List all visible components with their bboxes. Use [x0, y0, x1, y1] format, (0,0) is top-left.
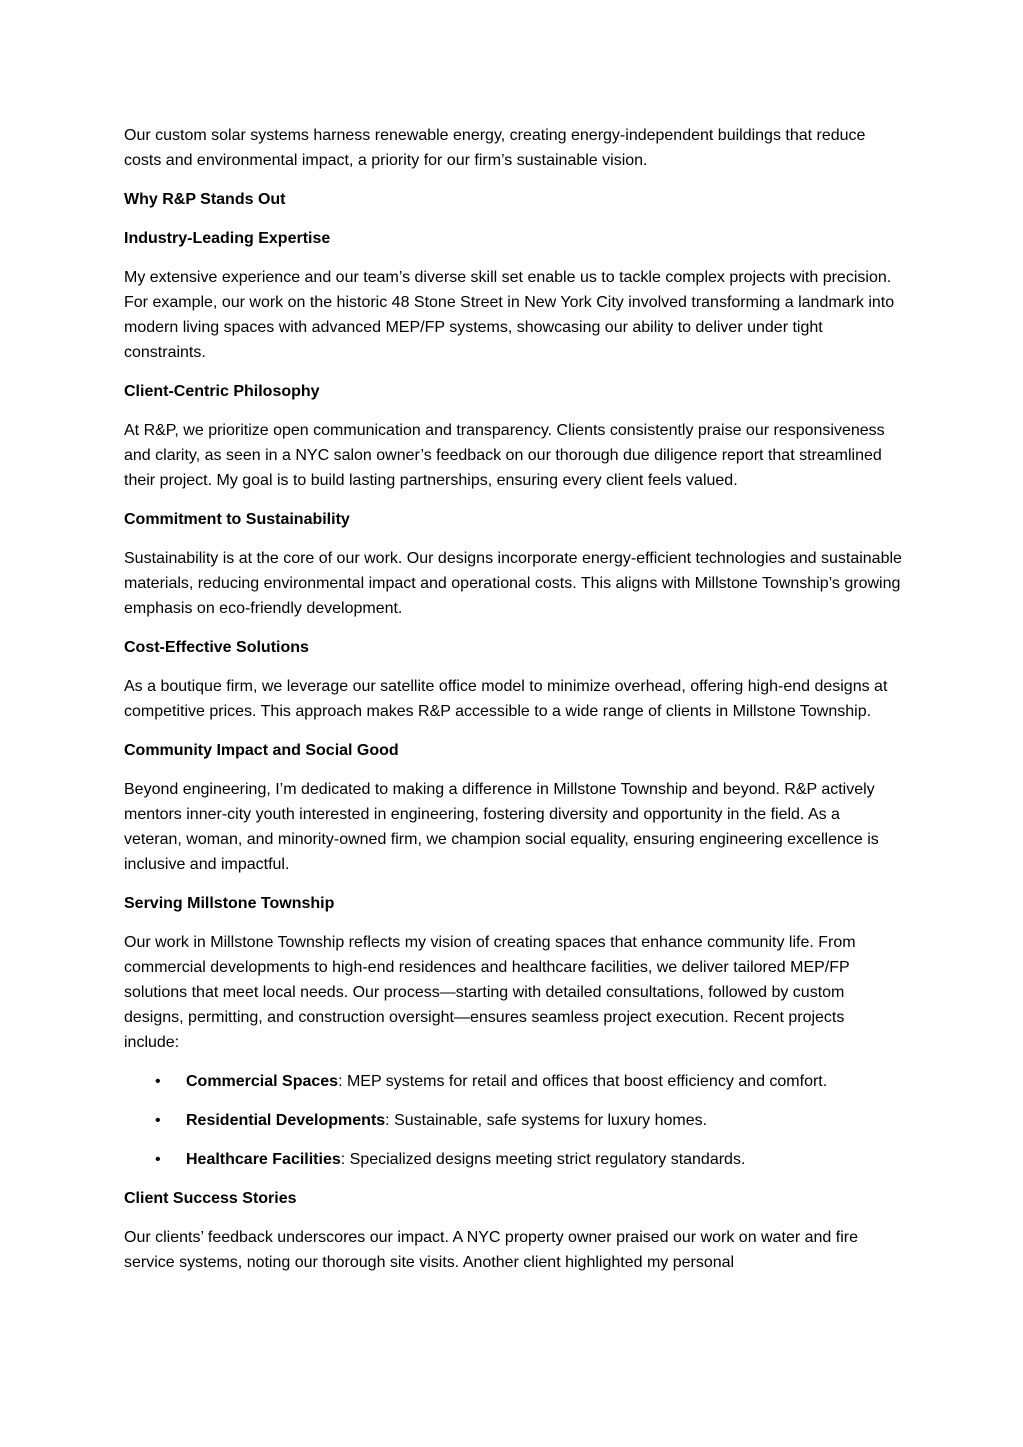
community-heading: Community Impact and Social Good [124, 742, 399, 759]
community-paragraph: Beyond engineering, I’m dedicated to making a difference in Millstone Township and beyond. R&P actively mentors inner-city youth interested in engineering, fostering diversity and opportunity in the field. As a veteran, woman, and minority-owned firm, we champion social equality, ensuring engineering excellence is inclusive and impactful. [124, 781, 879, 873]
sustainability-paragraph: Sustainability is at the core of our work. Our designs incorporate energy-efficient technologies and sustainable materials, reducing environmental impact and operational costs. This aligns with Millstone Township’s growing emphasis on eco-friendly development. [124, 550, 902, 617]
bullet-icon: • [155, 1151, 161, 1168]
project-description: : Sustainable, safe systems for luxury homes. [385, 1112, 708, 1129]
bullet-icon: • [155, 1073, 161, 1090]
list-item [124, 1108, 902, 1133]
expertise-heading: Industry-Leading Expertise [124, 230, 331, 247]
list-item [124, 1069, 902, 1094]
sustainability-heading: Commitment to Sustainability [124, 511, 350, 528]
intro-paragraph: Our custom solar systems harness renewable energy, creating energy-independent buildings that reduce costs and environmental impact, a priority for our firm’s sustainable vision. [124, 127, 866, 169]
success-paragraph: Our clients’ feedback underscores our impact. A NYC property owner praised our work on water and fire service systems, noting our thorough site visits. Another client highlighted my personal [124, 1229, 858, 1271]
project-title: Residential Developments [186, 1112, 386, 1129]
why-heading: Why R&P Stands Out [124, 191, 286, 208]
serving-paragraph: Our work in Millstone Township reflects my vision of creating spaces that enhance community life. From commercial developments to high-end residences and healthcare facilities, we deliver tailored MEP/FP solutions that meet local needs. Our process—starting with detailed consultations, followed by custom designs, permitting, and construction oversight—ensures seamless project execution. Recent projects include: [124, 934, 856, 1051]
project-description: : Specialized designs meeting strict regulatory standards. [340, 1151, 746, 1168]
project-description: : MEP systems for retail and offices that boost efficiency and comfort. [338, 1073, 828, 1090]
projects-list [124, 1069, 902, 1172]
cost-paragraph: As a boutique firm, we leverage our satellite office model to minimize overhead, offering high-end designs at competitive prices. This approach makes R&P accessible to a wide range of clients in Millstone Township. [124, 678, 888, 720]
expertise-paragraph: My extensive experience and our team’s diverse skill set enable us to tackle complex projects with precision. For example, our work on the historic 48 Stone Street in New York City involved transforming a landmark into modern living spaces with advanced MEP/FP systems, showcasing our ability to deliver under tight constraints. [124, 269, 895, 361]
serving-heading: Serving Millstone Township [124, 895, 335, 912]
document-body [124, 123, 902, 1289]
success-heading: Client Success Stories [124, 1190, 297, 1207]
project-title: Healthcare Facilities [186, 1151, 341, 1168]
client-paragraph: At R&P, we prioritize open communication and transparency. Clients consistently praise our responsiveness and clarity, as seen in a NYC salon owner’s feedback on our thorough due diligence report that streamlined their project. My goal is to build lasting partnerships, ensuring every client feels valued. [124, 422, 885, 489]
cost-heading: Cost-Effective Solutions [124, 639, 309, 656]
client-heading: Client-Centric Philosophy [124, 383, 320, 400]
project-title: Commercial Spaces [186, 1073, 339, 1090]
bullet-icon: • [155, 1112, 161, 1129]
list-item [124, 1147, 902, 1172]
